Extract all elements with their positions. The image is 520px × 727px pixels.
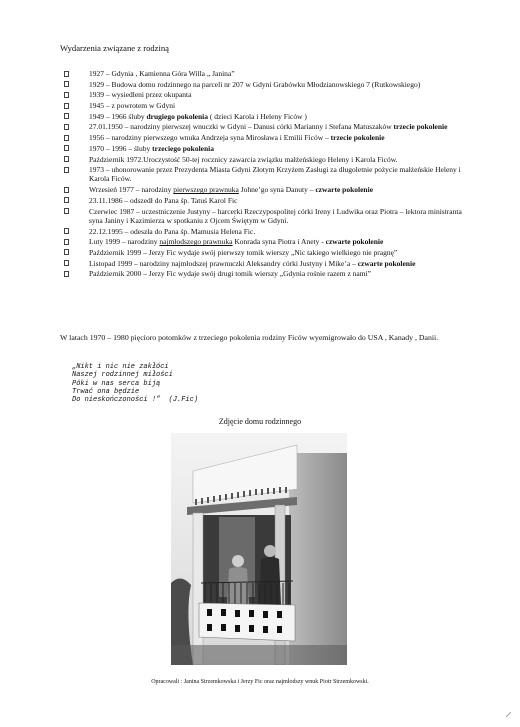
event-item — [64, 269, 464, 278]
checkbox-bullet-icon — [64, 81, 69, 87]
underlined-segment: najmłodszego prawnuka — [159, 237, 233, 247]
event-text — [89, 112, 464, 121]
event-item — [64, 144, 464, 153]
checkbox-bullet-icon — [64, 135, 69, 141]
bold-segment: trzecie pokolenie — [330, 133, 385, 143]
event-text — [89, 90, 464, 99]
checkbox-bullet-icon — [64, 249, 69, 255]
event-item — [64, 155, 464, 164]
checkbox-bullet-icon — [64, 167, 69, 173]
text-segment: 1939 – wysiedleni przez okupanta — [89, 90, 192, 100]
text-segment: 1970 – 1996 – śluby — [89, 143, 153, 153]
event-text — [89, 207, 464, 226]
text-segment: 1929 – Budowa domu rodzinnego na parceli nr 207 w Gdyni Grabówku Młodzianowskiego 7 (Rutkowskiego) — [89, 79, 421, 89]
event-text — [89, 165, 464, 184]
checkbox-bullet-icon — [64, 197, 69, 203]
text-segment: Październik 1999 – Jerzy Fic wydaje swój pierwszy tomik wierszy „Nic takiego wielkiego nie pragnę” — [89, 247, 398, 257]
event-text — [89, 133, 464, 142]
poem-line: Naszej rodzinnej miłości — [72, 371, 173, 380]
poem-line: Do nieskończoności !” (J.Fic) — [72, 396, 199, 405]
underlined-segment: pierwszego prawnuka — [173, 185, 239, 195]
text-segment: Wrzesień 1977 – narodziny — [89, 185, 174, 195]
checkbox-bullet-icon — [64, 92, 69, 98]
bold-segment: czwarte pokolenie — [357, 258, 416, 268]
checkbox-bullet-icon — [64, 208, 69, 214]
text-segment: ( dzieci Karola i Heleny Ficów ) — [207, 111, 307, 121]
page-corner-mark — [506, 712, 511, 717]
checkbox-bullet-icon — [64, 124, 69, 130]
event-item — [64, 185, 464, 194]
event-item — [64, 69, 464, 78]
event-item — [64, 122, 464, 131]
event-text — [89, 227, 464, 236]
bold-segment: trzecie pokolenie — [393, 122, 448, 132]
checkbox-bullet-icon — [64, 145, 69, 151]
event-text — [89, 259, 464, 268]
checkbox-bullet-icon — [64, 260, 69, 266]
checkbox-bullet-icon — [64, 228, 69, 234]
text-segment: 1956 – narodziny pierwszego wnuka Andrzeja syna Mirosława i Emilii Ficów – — [89, 133, 331, 143]
event-item — [64, 248, 464, 257]
bold-segment: czwarte pokolenie — [325, 237, 384, 247]
photo-title: Zdjęcie domu rodzinnego — [218, 417, 302, 426]
checkbox-bullet-icon — [64, 71, 69, 77]
event-item — [64, 259, 464, 268]
bold-segment: drugiego pokolenia — [146, 111, 208, 121]
text-segment: Październik 2000 – Jerzy Fic wydaje swój drugi tomik wierszy „Gdynia rośnie razem z nami” — [89, 269, 372, 279]
emigration-paragraph: W latach 1970 – 1980 pięcioro potomków z trzeciego pokolenia rodziny Ficów wyemigrowało do USA , Kanady , Danii. — [60, 333, 439, 342]
event-item — [64, 196, 464, 205]
event-item — [64, 112, 464, 121]
text-segment: Johne’go syna Danuty – — [238, 185, 316, 195]
text-segment: 22.12.1995 – odeszła do Pana śp. Mamusia Helena Fic. — [89, 226, 256, 236]
event-item — [64, 90, 464, 99]
text-segment: Konrada syna Piotra i Anety - — [232, 237, 326, 247]
text-segment: 1973 – uhonorowanie przez Prezydenta Miasta Gdyni Złotym Krzyżem Zasługi za długoletnie pożycie małżeńskie Heleny i Karola Ficów. — [89, 165, 461, 184]
checkbox-bullet-icon — [64, 113, 69, 119]
text-segment: 27.01.1950 – narodziny pierwszej wnuczki w Gdyni – Danusi córki Marianny i Stefana Matuszaków — [89, 122, 394, 132]
event-text — [89, 185, 464, 194]
event-text — [89, 69, 464, 78]
text-segment: 1927 – Gdynia , Kamienna Góra Willa „ Janina” — [89, 69, 235, 78]
poem-line: „Nikt i nic nie zakłóci — [72, 363, 169, 371]
text-segment: Październik 1972.Uroczystość 50-tej rocznicy zawarcia związku małżeńskiego Heleny i Karola Ficów. — [89, 154, 398, 164]
checkbox-bullet-icon — [64, 239, 69, 245]
event-text — [89, 80, 464, 89]
text-segment: Czerwiec 1987 – uczestniczenie Justyny – harcerki Rzeczypospolitej córki Ireny i Ludwika oraz Piotra – lektora ministranta syna Janiny i Kazimierza w spotkaniu z Ojcem Świętym w Gdyni. — [89, 206, 462, 225]
event-item — [64, 101, 464, 110]
poem — [72, 363, 198, 404]
bold-segment: czwarte pokolenie — [315, 185, 374, 195]
checkbox-bullet-icon — [64, 187, 69, 193]
poem-line: Trwać ona będzie — [72, 387, 140, 396]
event-text — [89, 101, 464, 110]
event-text — [89, 144, 464, 153]
event-text — [89, 248, 464, 257]
event-text — [89, 269, 464, 278]
checkbox-bullet-icon — [64, 103, 69, 109]
text-segment: 23.11.1986 – odszedł do Pana śp. Tatuś Karol Fic — [89, 195, 238, 205]
text-segment: 1945 – z powrotem w Gdyni — [89, 101, 176, 111]
checkbox-bullet-icon — [64, 271, 69, 277]
credits-footer: Opracowali : Janina Strzemkowska i Jerzy Fic oraz najmłodszy wnuk Piotr Strzemkowski. — [151, 679, 369, 685]
event-text — [89, 155, 464, 164]
event-item — [64, 165, 464, 184]
event-item — [64, 237, 464, 246]
event-item — [64, 207, 464, 226]
poem-line: Póki w nas serca biją — [72, 379, 161, 388]
text-segment: Listopad 1999 – narodziny najmłodszej prawnuczki Aleksandry córki Justyny i Mike’a – — [89, 258, 358, 268]
event-text — [89, 122, 464, 131]
event-text — [89, 196, 464, 205]
checkbox-bullet-icon — [64, 156, 69, 162]
bold-segment: trzeciego pokolenia — [152, 143, 215, 153]
family-house-photo — [171, 433, 347, 665]
event-list — [64, 69, 464, 280]
event-item — [64, 227, 464, 236]
text-segment: 1949 – 1966 śluby — [89, 111, 147, 121]
section-heading: Wydarzenia związane z rodziną — [60, 43, 169, 53]
event-item — [64, 133, 464, 142]
event-item — [64, 80, 464, 89]
event-text — [89, 237, 464, 246]
text-segment: Luty 1999 – narodziny — [89, 237, 160, 247]
